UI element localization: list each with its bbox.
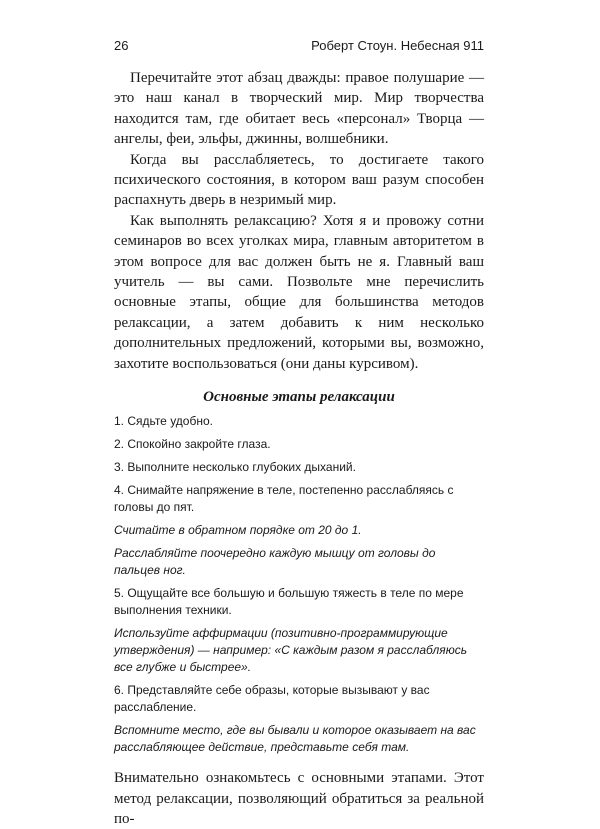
list-item: 6. Представляйте себе образы, которые вызывают у вас расслабление.	[114, 683, 430, 715]
list-item: 5. Ощущайте все большую и большую тяжесть в теле по мере выполнения техники.	[114, 586, 464, 618]
list-item-italic: Расслабляйте поочередно каждую мышцу от головы до пальцев ног.	[114, 546, 436, 578]
paragraph: Как выполнять релаксацию? Хотя я и провожу сотни семинаров во всех уголках мира, главным авторитетом в этом вопросе для вас должен быть не я. Главный ваш учитель — вы сами. Позвольте мне перечислить основные этапы, общие для большинства методов релаксации, а затем добавить к ним несколько дополнительных предложений, которыми вы, возможно, захотите воспользоваться (они даны курсивом).	[114, 212, 484, 372]
section-title: Основные этапы релаксации	[203, 389, 395, 406]
paragraph: Перечитайте этот абзац дважды: правое полушарие — это наш канал в творческий мир. Мир творчества находится там, где обитает весь «персонал» Творца — ангелы, феи, эльфы, джинны, волшебники.	[114, 70, 484, 148]
page-content	[114, 68, 484, 829]
list-item: 4. Снимайте напряжение в теле, постепенно расслабляясь с головы до пят.	[114, 483, 454, 515]
list-item: 2. Спокойно закройте глаза.	[114, 437, 271, 452]
list-item: 1. Сядьте удобно.	[114, 414, 213, 429]
list-item-italic: Вспомните место, где вы бывали и которое оказывает на вас расслабляющее действие, представьте себя там.	[114, 723, 476, 755]
relaxation-steps-list	[114, 413, 484, 756]
list-item: 3. Выполните несколько глубоких дыханий.	[114, 460, 356, 475]
list-item-italic: Считайте в обратном порядке от 20 до 1.	[114, 523, 362, 538]
list-item-italic: Используйте аффирмации (позитивно-программирующие утверждения) — например: «С каждым разом я расслабляюсь все глубже и быстрее».	[114, 626, 468, 675]
page-header	[114, 38, 484, 53]
paragraph: Внимательно ознакомьтесь с основными этапами. Этот метод релаксации, позволяющий обратиться за реальной по-	[114, 770, 484, 827]
page-number: 26	[114, 38, 129, 53]
paragraph: Когда вы расслабляетесь, то достигаете такого психического состояния, в котором ваш разум способен распахнуть дверь в незримый мир.	[114, 151, 484, 209]
running-title: Роберт Стоун. Небесная 911	[311, 38, 484, 53]
